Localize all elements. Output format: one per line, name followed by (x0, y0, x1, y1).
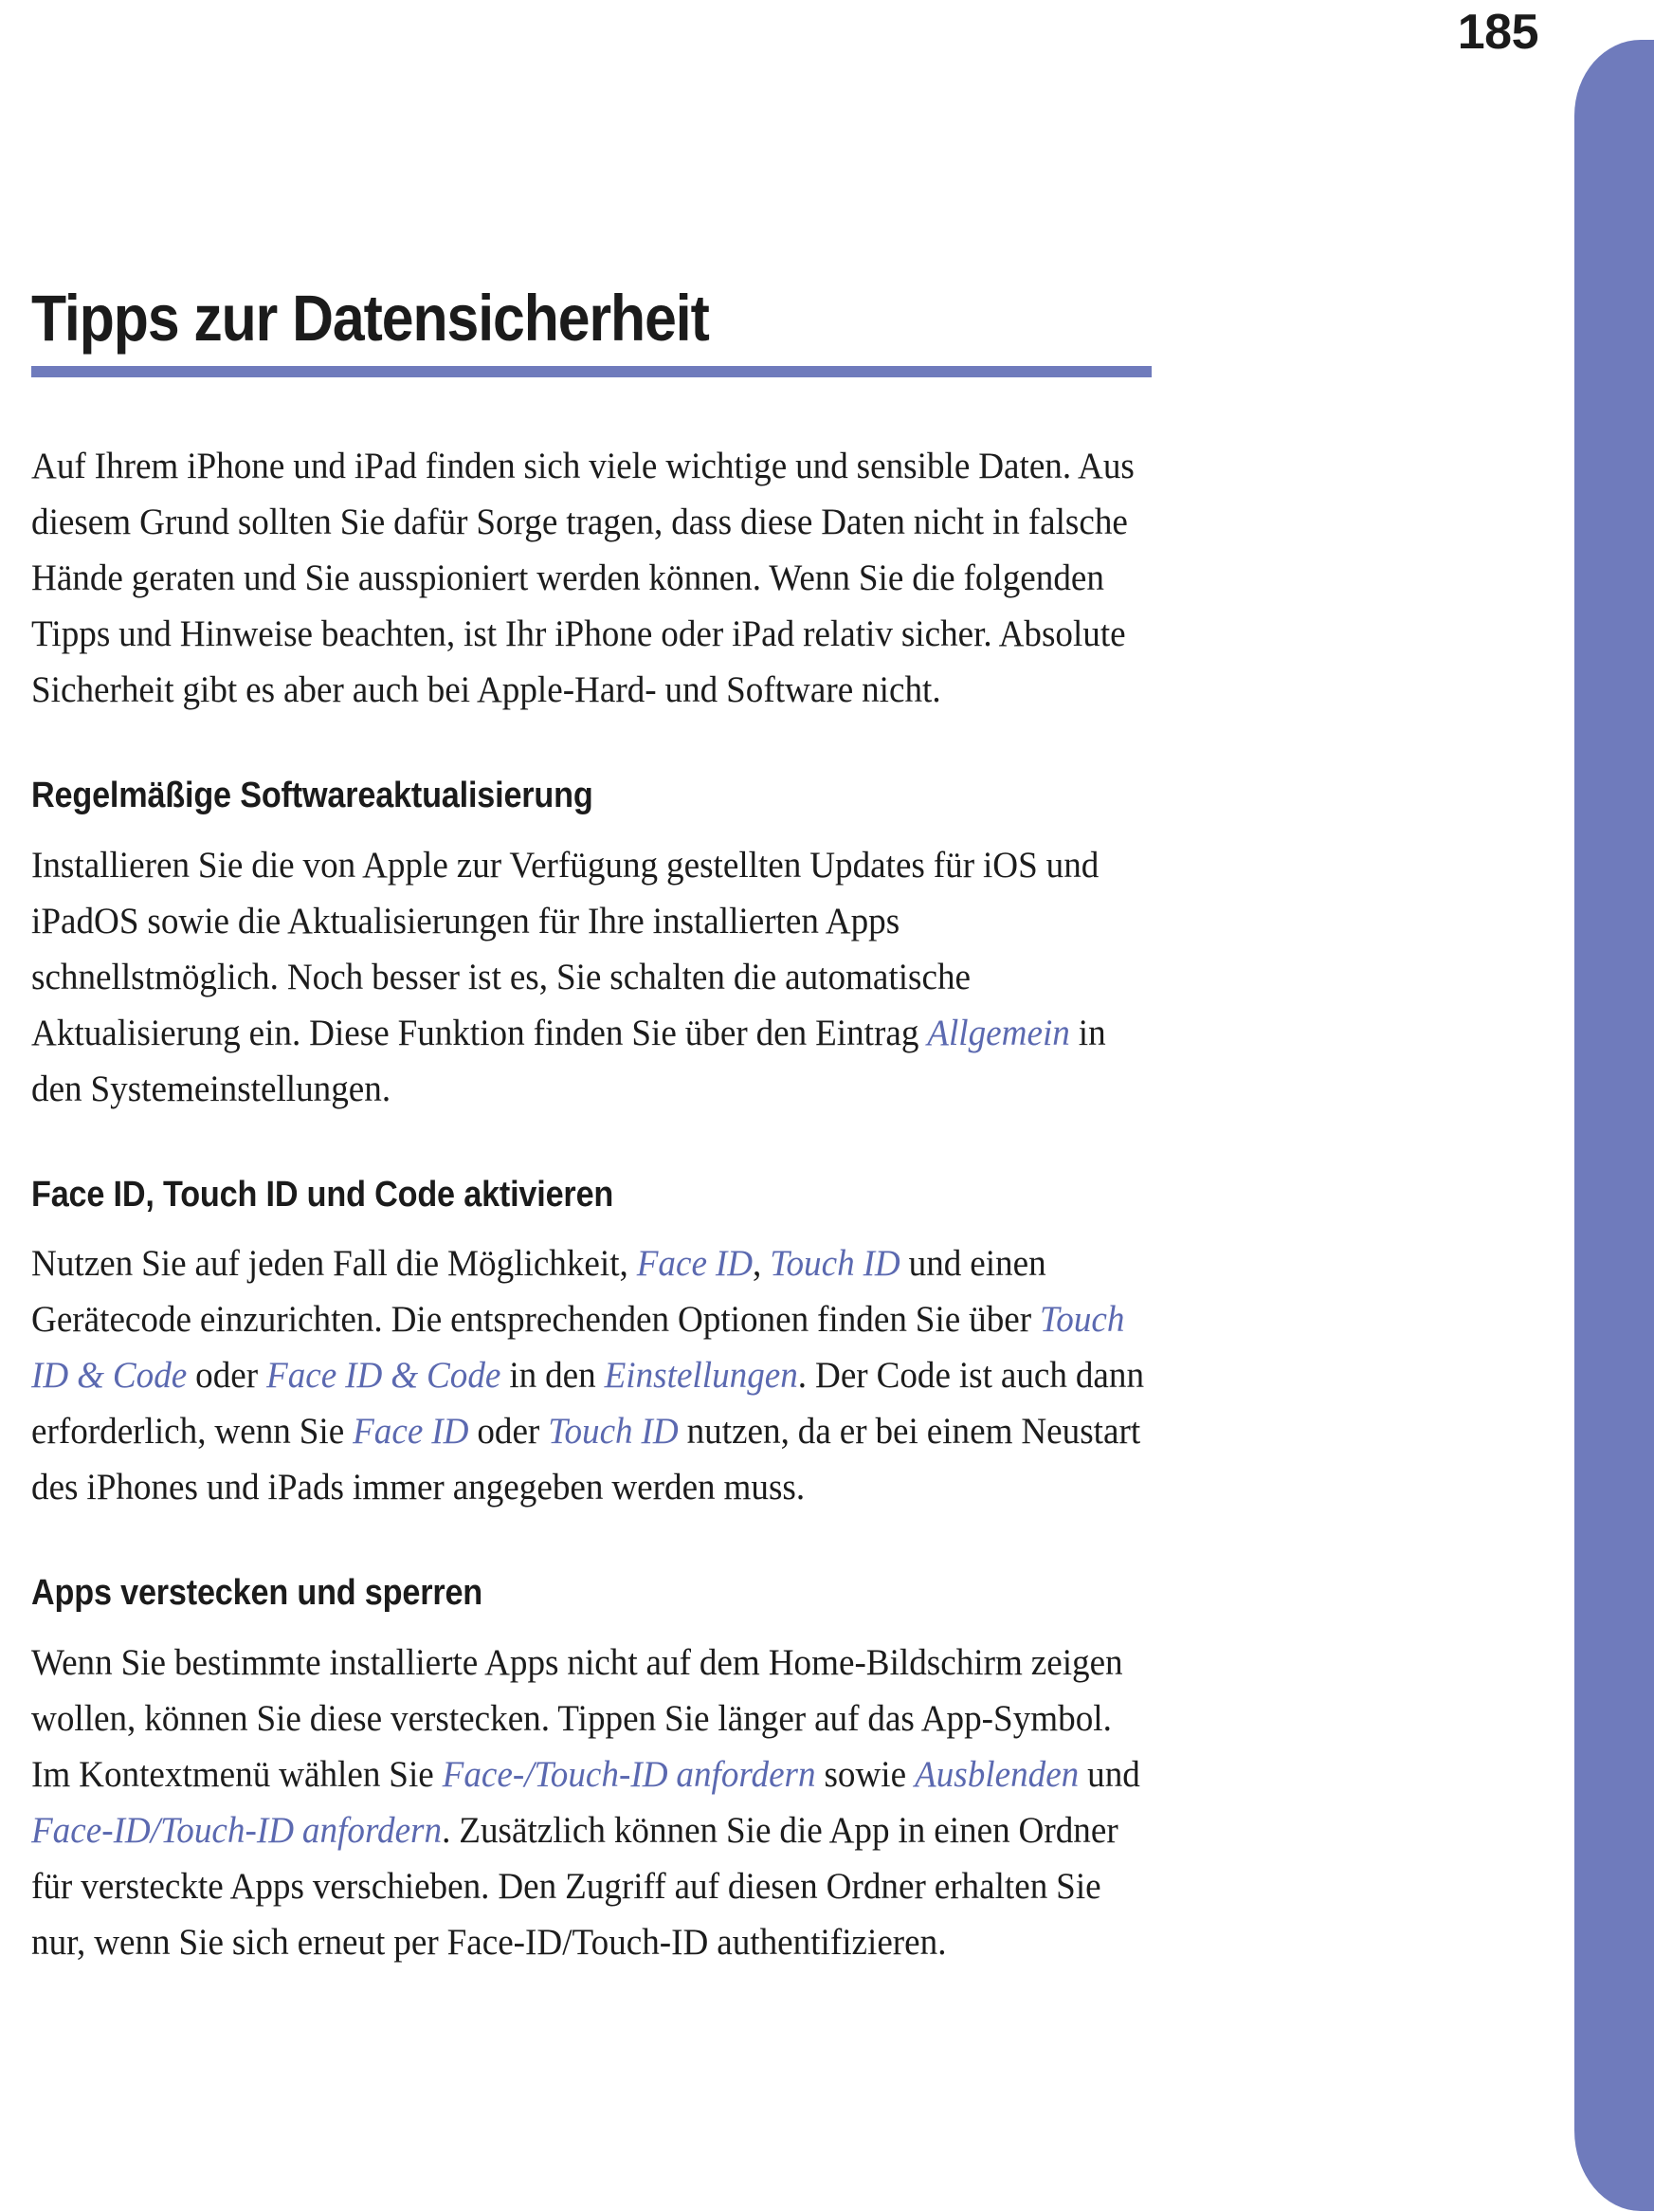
intro-paragraph: Auf Ihrem iPhone und iPad finden sich viele wichtige und sensible Daten. Aus diesem Grund sollten Sie dafür Sorge tragen, dass diese Daten nicht in falsche Hände geraten und Sie ausspioniert werden können. Wenn Sie die folgenden Tipps und Hinweise beachten, ist Ihr iPhone oder iPad relativ sicher. Absolute Sicherheit gibt es aber auch bei Apple-Hard- und Software nicht. (31, 444, 1135, 710)
page-content (31, 284, 1154, 1970)
ui-term: Face-/Touch-ID anfordern (442, 1753, 816, 1796)
page-title: Tipps zur Datensicherheit (31, 282, 709, 355)
intro-block (31, 438, 1154, 718)
ui-term: Touch ID (548, 1410, 679, 1453)
section-face-id-touch-id-und-code-aktivieren (31, 1176, 1154, 1516)
section-list (31, 777, 1154, 1970)
section-apps-verstecken-und-sperren (31, 1574, 1154, 1970)
section-heading: Face ID, Touch ID und Code aktivieren (31, 1174, 614, 1215)
ui-term: Ausblenden (915, 1753, 1080, 1796)
ui-term: Einstellungen (604, 1354, 798, 1397)
title-underline-rule (31, 366, 1152, 377)
section-heading: Regelmäßige Softwareaktualisierung (31, 775, 593, 815)
ui-term: Touch ID (770, 1242, 900, 1285)
section-paragraph: Wenn Sie bestimmte installierte Apps nicht auf dem Home-Bildschirm zeigen wollen, können Sie diese verstecken. Tippen Sie länger auf das App-Symbol. Im Kontextmenü wählen Sie Face-/Touch-ID anfordern sowie Ausblenden und Face-ID/Touch-ID anfordern. Zusätzlich können Sie die App in einen Ordner für versteckte Apps verschieben. Den Zugriff auf diesen Ordner erhalten Sie nur, wenn Sie sich erneut per Face-ID/Touch-ID authentifizieren. (31, 1641, 1140, 1964)
section-paragraph: Installieren Sie die von Apple zur Verfügung gestellten Updates für iOS und iPadOS sowie die Aktualisierungen für Ihre installierten Apps schnellstmöglich. Noch besser ist es, Sie schalten die automatische Aktualisierung ein. Diese Funktion finden Sie über den Eintrag Allgemein in den Systemeinstellungen. (31, 843, 1106, 1109)
ui-term: Touch ID & Code (31, 1298, 1125, 1397)
section-heading: Apps verstecken und sperren (31, 1573, 483, 1614)
ui-term: Face ID & Code (266, 1354, 501, 1397)
ui-term: Face ID (636, 1242, 754, 1285)
section-paragraph: Nutzen Sie auf jeden Fall die Möglichkeit, Face ID, Touch ID und einen Gerätecode einzurichten. Die entsprechenden Optionen finden Sie über Touch ID & Code oder Face ID & Code in den Einstellungen. Der Code ist auch dann erforderlich, wenn Sie Face ID oder Touch ID nutzen, da er bei einem Neustart des iPhones und iPads immer angegeben werden muss. (31, 1242, 1145, 1508)
ui-term: Face ID (353, 1410, 469, 1453)
section-regelmaessige-softwareaktualisierung (31, 777, 1154, 1117)
ui-term: Face-ID/Touch-ID anfordern (31, 1809, 443, 1852)
page-number: 185 (1457, 5, 1538, 60)
chapter-edge-tab (1574, 40, 1654, 2211)
ui-term: Allgemein (927, 1011, 1070, 1053)
